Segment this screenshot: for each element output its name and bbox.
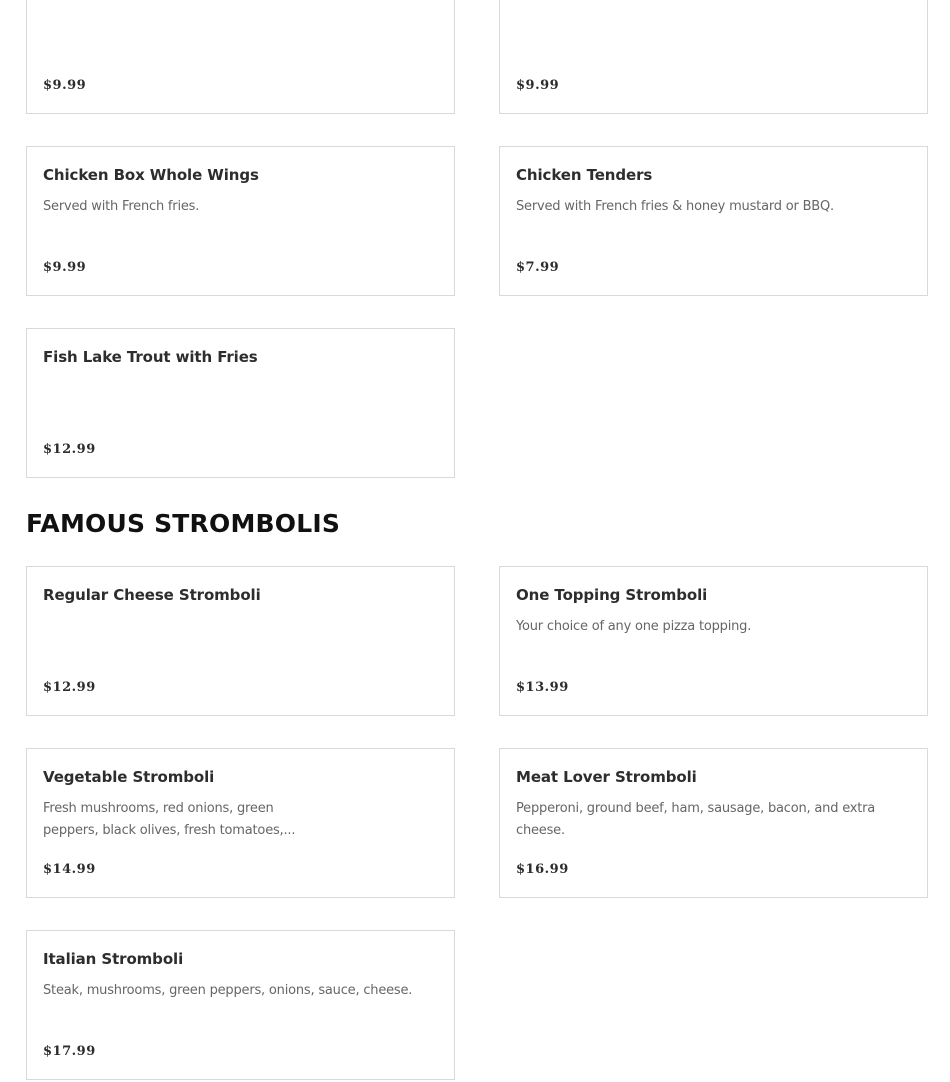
menu-item-name: Chicken Box Whole Wings xyxy=(43,166,259,184)
menu-item-card[interactable] xyxy=(499,748,928,898)
menu-item-description: Served with French fries & honey mustard or BBQ. xyxy=(516,199,834,214)
menu-item-card[interactable] xyxy=(26,748,455,898)
menu-item-name: Regular Cheese Stromboli xyxy=(43,586,261,604)
menu-item-description: Pepperoni, ground beef, ham, sausage, bacon, and extra cheese. xyxy=(516,801,876,838)
menu-item-card[interactable] xyxy=(26,930,455,1080)
menu-item-card[interactable] xyxy=(499,146,928,296)
menu-item-card[interactable] xyxy=(26,0,455,114)
menu-item-price: $12.99 xyxy=(43,680,96,695)
menu-item-price: $7.99 xyxy=(516,260,560,275)
menu-item-description: Steak, mushrooms, green peppers, onions, sauce, cheese. xyxy=(43,983,413,998)
menu-item-card[interactable] xyxy=(26,566,455,716)
menu-item-description: Fresh mushrooms, red onions, green peppers, black olives, fresh tomatoes,... xyxy=(43,801,296,838)
menu-item-description: Your choice of any one pizza topping. xyxy=(516,619,752,634)
menu-item-price: $14.99 xyxy=(43,862,96,877)
menu-item-card[interactable] xyxy=(499,566,928,716)
menu-item-price: $12.99 xyxy=(43,442,96,457)
menu-item-card[interactable] xyxy=(499,0,928,114)
menu-item-name: One Topping Stromboli xyxy=(516,586,708,604)
menu-item-card[interactable] xyxy=(26,146,455,296)
menu-item-card[interactable] xyxy=(26,328,455,478)
menu-item-name: Fish Lake Trout with Fries xyxy=(43,348,258,366)
menu-item-name: Italian Stromboli xyxy=(43,950,184,968)
menu-item-description: Served with French fries. xyxy=(43,199,200,214)
menu-item-name: Vegetable Stromboli xyxy=(43,768,215,786)
menu-item-price: $16.99 xyxy=(516,862,569,877)
menu-item-price: $17.99 xyxy=(43,1044,96,1059)
menu-item-name: Chicken Tenders xyxy=(516,166,653,184)
menu-item-price: $9.99 xyxy=(43,260,87,275)
section-title: FAMOUS STROMBOLIS xyxy=(26,509,341,538)
menu-item-price: $13.99 xyxy=(516,680,569,695)
menu-item-price: $9.99 xyxy=(516,78,560,93)
menu-item-name: Meat Lover Stromboli xyxy=(516,768,697,786)
menu-item-price: $9.99 xyxy=(43,78,87,93)
